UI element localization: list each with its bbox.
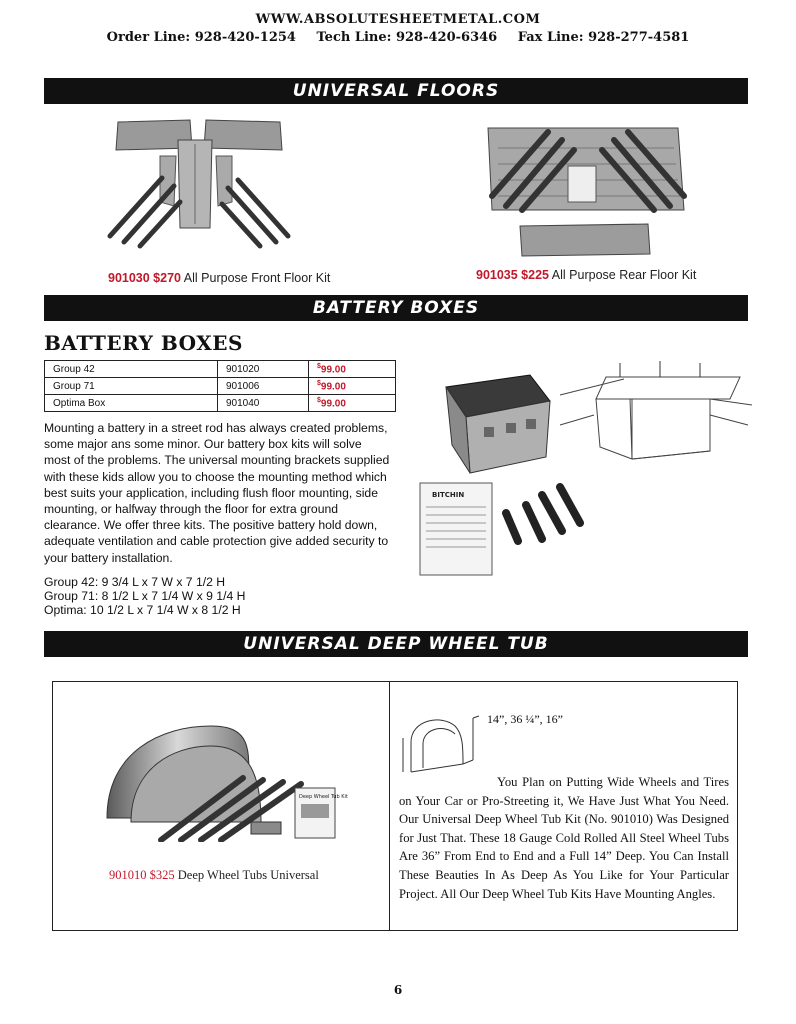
rear-floor-kit-image — [478, 118, 698, 260]
front-floor-price: 901030 $270 — [108, 271, 181, 285]
battery-price-table — [44, 360, 396, 412]
tub-description: You Plan on Putting Wide Wheels and Tires on Your Car or Pro-Streeting it, We Have Just What You Need. Our Universal Deep Wheel Tub Kit (No. 901010) Was Designed for Just That. These 18 Gauge Cold Rolled All Steel Wheel Tubs Are 36” From End to End and a Full 14” Deep. You Can Install These Beauties In As Deep As You Like for Your Particular Project. All Our Deep Wheel Tub Kits Have Mounting Angles. — [399, 775, 729, 901]
front-floor-label: All Purpose Front Floor Kit — [183, 271, 331, 285]
website-url: WWW.ABSOLUTESHEETMETAL.COM — [255, 12, 541, 27]
row-part: 901006 — [218, 378, 309, 395]
row-part: 901040 — [218, 395, 309, 412]
front-floor-caption — [108, 271, 330, 285]
rear-floor-price: 901035 $225 — [476, 268, 549, 282]
row-price: $99.00 — [309, 378, 396, 395]
table-row — [45, 378, 396, 395]
tubs-panel-divider — [389, 682, 390, 930]
row-name: Group 42 — [45, 361, 218, 378]
tub-manual-title: Deep Wheel Tub Kit — [299, 794, 348, 800]
tubs-banner: UNIVERSAL DEEP WHEEL TUB — [44, 631, 748, 657]
tub-dimensions: 14”, 36 ¼”, 16” — [487, 712, 563, 726]
order-line: Order Line: 928-420-1254 — [106, 30, 296, 45]
tech-line: Tech Line: 928-420-6346 — [316, 30, 498, 45]
battery-banner: BATTERY BOXES — [44, 295, 748, 321]
table-row — [45, 395, 396, 412]
battery-heading: BATTERY BOXES — [44, 331, 243, 355]
spec-group71: Group 71: 8 1/2 L x 7 1/4 W x 9 1/4 H — [44, 589, 246, 603]
row-price: $99.00 — [309, 361, 396, 378]
tub-price: 901010 $325 — [109, 868, 175, 882]
tub-dimension-drawing — [397, 708, 487, 780]
tub-caption — [109, 868, 319, 883]
battery-specs — [44, 575, 390, 617]
row-part: 901020 — [218, 361, 309, 378]
tub-label: Deep Wheel Tubs Universal — [177, 868, 319, 882]
battery-manual-title: BITCHIN — [432, 491, 465, 499]
battery-box-image — [410, 355, 760, 585]
fax-line: Fax Line: 928-277-4581 — [517, 30, 690, 45]
front-floor-kit-image — [100, 116, 300, 251]
page-number: 6 — [393, 983, 403, 997]
rear-floor-label: All Purpose Rear Floor Kit — [551, 268, 697, 282]
rear-floor-caption — [476, 268, 696, 282]
floors-banner: UNIVERSAL FLOORS — [44, 78, 748, 104]
tubs-panel — [52, 681, 738, 931]
spec-optima: Optima: 10 1/2 L x 7 1/4 W x 8 1/2 H — [44, 603, 241, 617]
row-name: Group 71 — [45, 378, 218, 395]
contact-lines — [0, 30, 796, 45]
battery-description: Mounting a battery in a street rod has always created problems, some major ans some minor. Our battery box kits will solve most of the problems. The universal mounting brackets supplied with these kids allow you to choose the mounting method which best suits your application, including flush floor mounting, side mounting, or halfway through the floor for extra ground clearance. We offer three kits. The positive battery hold down, adequate ventilation and cable protection give added security to your battery installation. — [44, 421, 390, 565]
row-name: Optima Box — [45, 395, 218, 412]
table-row — [45, 361, 396, 378]
wheel-tub-image — [101, 722, 361, 842]
spec-group42: Group 42: 9 3/4 L x 7 W x 7 1/2 H — [44, 575, 226, 589]
row-price: $99.00 — [309, 395, 396, 412]
